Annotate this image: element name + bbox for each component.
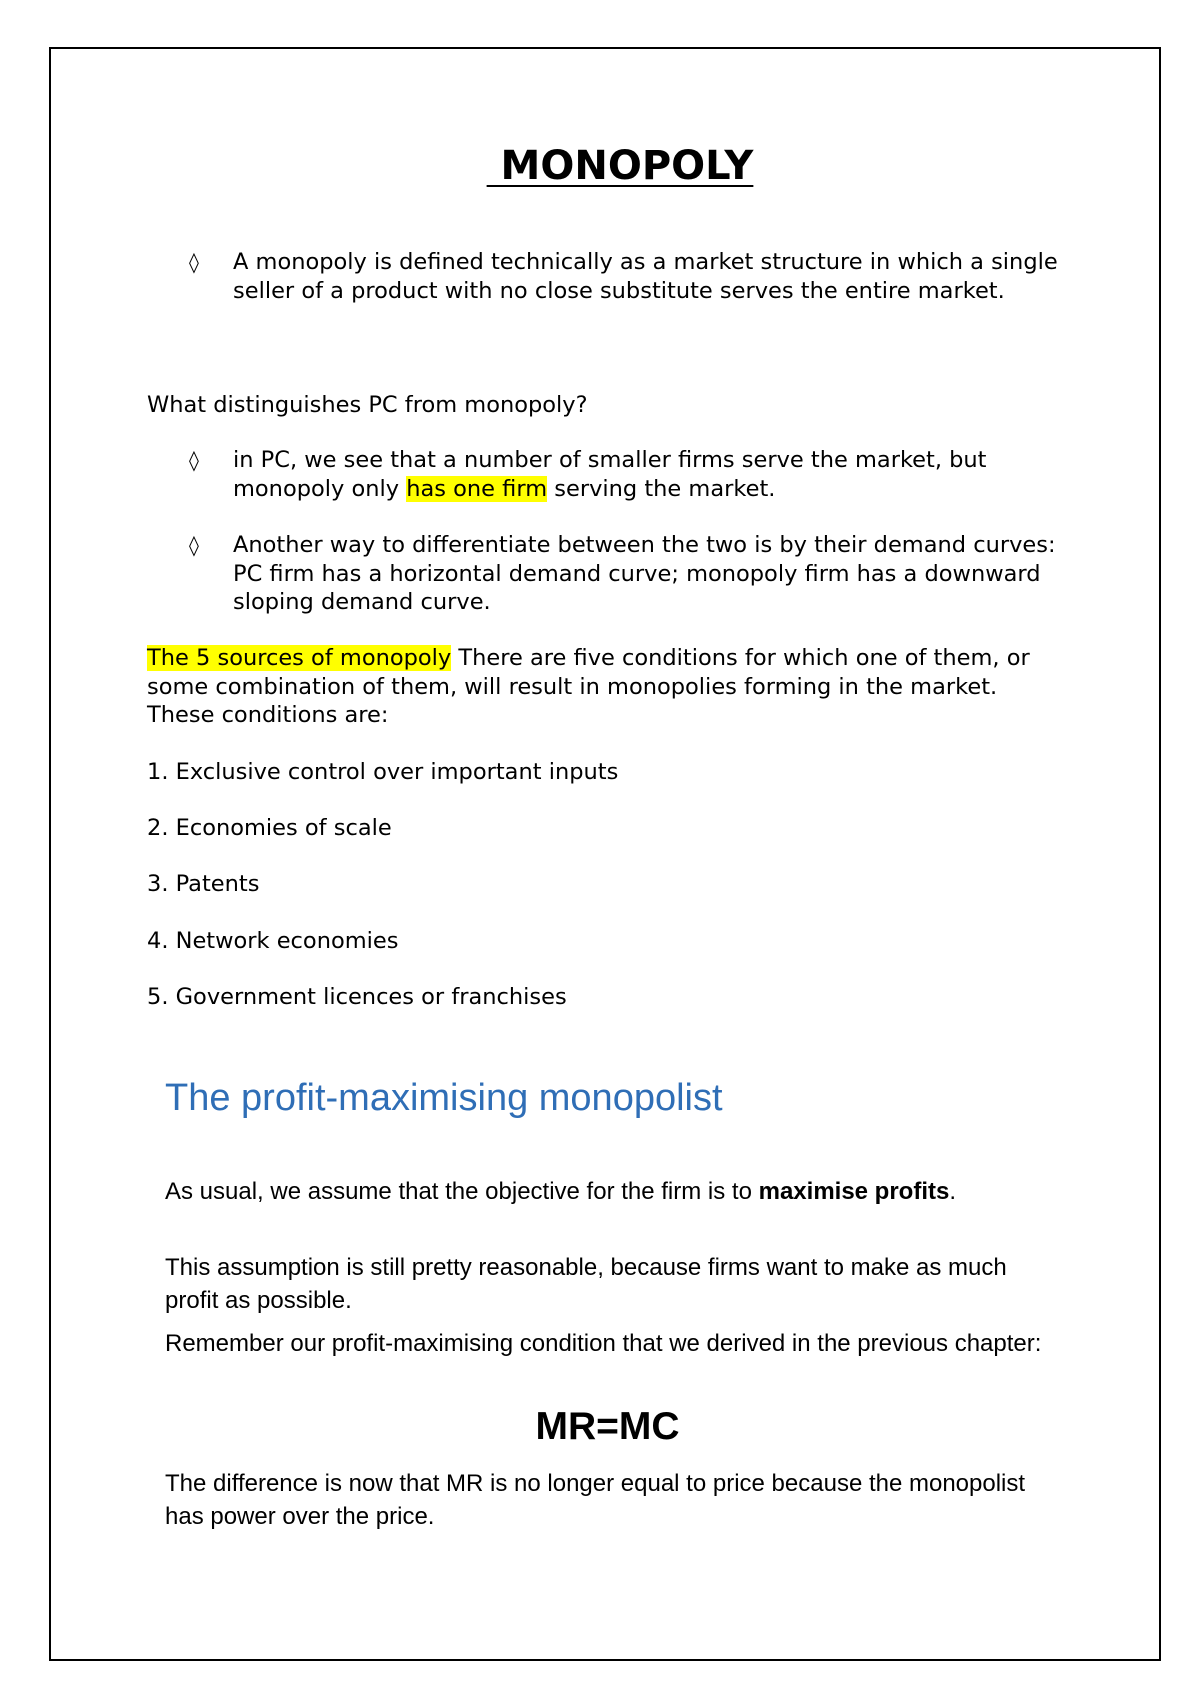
- definition-text: A monopoly is defined technically as a market structure in which a single seller of a product with no close substitute serves the entire market.: [233, 249, 1058, 304]
- pc-vs-monopoly-bullet: [191, 446, 1081, 503]
- para1-before: As usual, we assume that the objective for the firm is to: [165, 1178, 759, 1205]
- demand-curve-bullet: [191, 531, 1081, 617]
- page-title: MONOPOLY: [486, 143, 754, 189]
- demand-curve-text: Another way to differentiate between the two is by their demand curves: PC firm has a horizontal demand curve; monopoly firm has a downward sloping demand curve.: [233, 532, 1056, 615]
- difference-paragraph: The difference is now that MR is no longer equal to price because the monopolist has power over the price.: [165, 1470, 1026, 1530]
- para1-after: .: [949, 1178, 957, 1205]
- sources-paragraph: [147, 644, 1067, 730]
- bullet2-before: in PC, we see that a number of smaller firms serve the market, but monopoly only: [233, 447, 987, 502]
- diamond-bullet-icon: ◊: [189, 533, 199, 557]
- pc-vs-monopoly-text: [233, 446, 1081, 503]
- bullet2-after: serving the market.: [547, 475, 776, 502]
- highlighted-text: has one firm: [406, 475, 548, 502]
- sources-highlight: The 5 sources of monopoly: [147, 645, 452, 671]
- objective-paragraph: [165, 1175, 1065, 1208]
- diamond-bullet-icon: ◊: [189, 250, 199, 274]
- assumption-paragraph: This assumption is still pretty reasonable, because firms want to make as much profit as possible.: [165, 1254, 1007, 1314]
- para1-bold: maximise profits: [758, 1178, 950, 1205]
- condition-paragraph: Remember our profit-maximising condition that we derived in the previous chapter:: [165, 1330, 1042, 1357]
- list-item: 4. Network economies: [147, 928, 399, 954]
- sources-text: There are five conditions for which one of them, or some combination of them, will result in monopolies forming in the market. These conditions are:: [147, 645, 1030, 728]
- list-item: 5. Government licences or franchises: [147, 984, 567, 1010]
- diamond-bullet-icon: ◊: [189, 448, 199, 472]
- profit-max-formula: MR=MC: [535, 1405, 680, 1448]
- list-item: 3. Patents: [147, 871, 260, 897]
- list-item: 2. Economies of scale: [147, 815, 392, 841]
- section-heading: The profit-maximising monopolist: [165, 1077, 723, 1119]
- list-item: 1. Exclusive control over important inputs: [147, 759, 619, 785]
- definition-bullet: [191, 248, 1081, 305]
- question-text: What distinguishes PC from monopoly?: [147, 392, 588, 418]
